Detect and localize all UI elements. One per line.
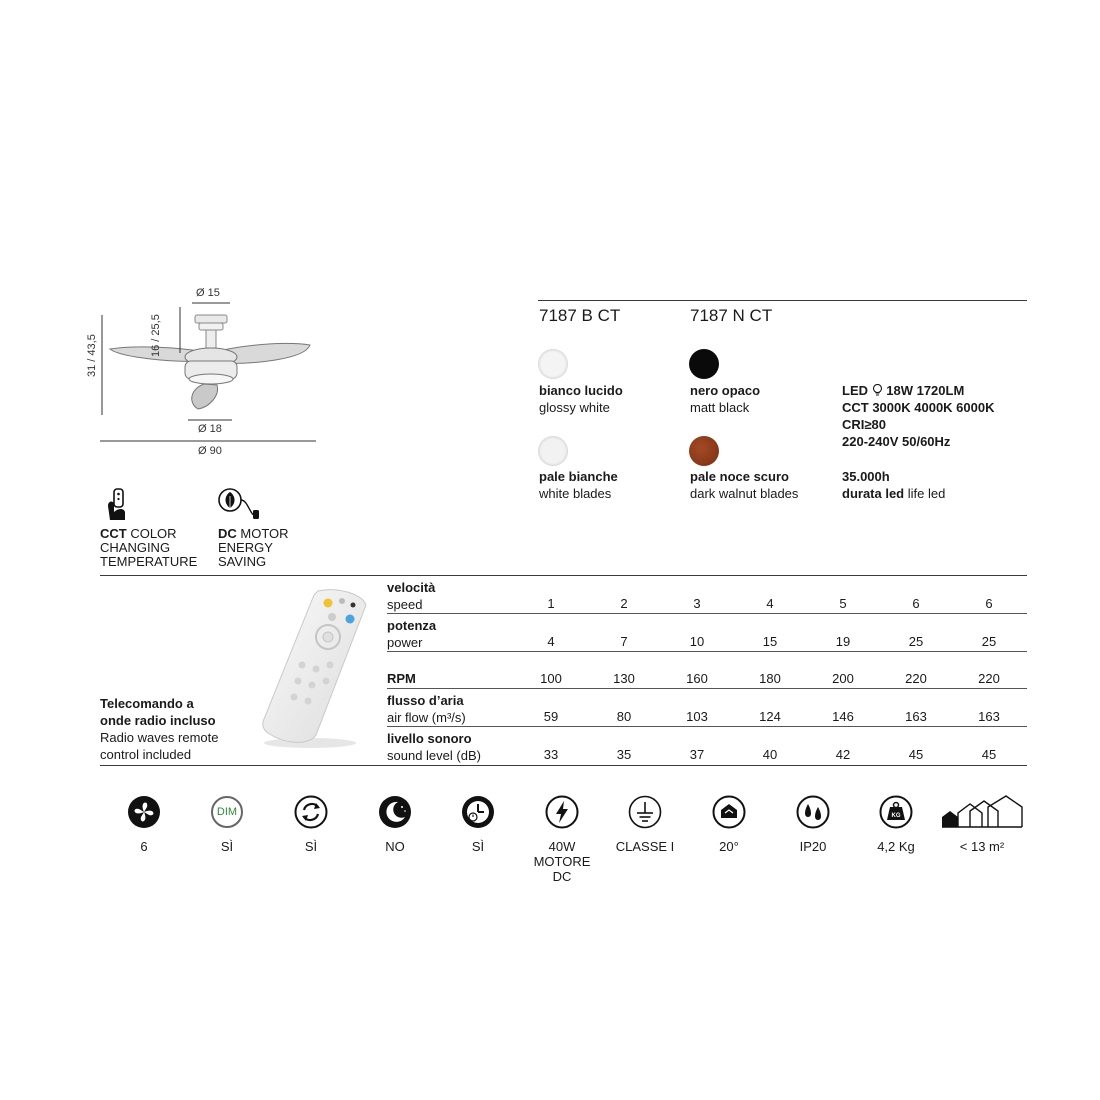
- table-cell: 103: [686, 709, 708, 724]
- table-cell: 5: [839, 596, 847, 611]
- cct-text: CCT COLOR CHANGING TEMPERATURE: [100, 526, 198, 569]
- table-cell: 6: [912, 596, 920, 611]
- dim-icon: DIM: [211, 796, 243, 828]
- dim-total-height: 31 / 43,5: [86, 334, 98, 377]
- finish-matt-black: nero opaco matt black: [690, 383, 761, 415]
- table-cell: 6: [985, 596, 993, 611]
- reverse-value: SÌ: [304, 839, 318, 854]
- table-cell: 42: [835, 747, 851, 762]
- table-cell: 37: [689, 747, 705, 762]
- ground-class-value: CLASSE I: [615, 839, 675, 854]
- table-divider: [387, 651, 1027, 652]
- weight-value: 4,2 Kg: [877, 839, 915, 854]
- dc-motor-badge: [218, 486, 328, 569]
- night-mode-value: NO: [385, 839, 405, 854]
- dc-text: DC MOTOR ENERGY SAVING: [218, 526, 289, 569]
- table-cell: 10: [689, 634, 705, 649]
- table-row-label: flusso d’aria air flow (m³/s): [387, 693, 466, 725]
- table-cell: 2: [620, 596, 628, 611]
- ip-drops-icon: [796, 795, 830, 829]
- night-mode-icon: [378, 795, 412, 829]
- svg-text:KG: KG: [891, 813, 901, 819]
- fan-drawing: [80, 285, 340, 465]
- table-cell: 163: [905, 709, 927, 724]
- table-cell: 7: [620, 634, 628, 649]
- table-cell: 25: [981, 634, 997, 649]
- table-row-label: livello sonoro sound level (dB): [387, 731, 481, 763]
- table-cell: 80: [616, 709, 632, 724]
- table-cell: 180: [759, 671, 781, 686]
- remote-illustration: [258, 585, 378, 750]
- table-cell: 45: [981, 747, 997, 762]
- table-cell: 1: [547, 596, 555, 611]
- table-cell: 100: [540, 671, 562, 686]
- table-cell: 59: [543, 709, 559, 724]
- performance-table: [387, 575, 1027, 767]
- table-cell: 15: [762, 634, 778, 649]
- remote-control-icon: [258, 585, 378, 750]
- table-row-label: velocità speed: [387, 580, 436, 612]
- dim-body-diameter: Ø 18: [198, 423, 222, 435]
- table-cell: 19: [835, 634, 851, 649]
- led-life: 35.000h durata led life led: [842, 469, 946, 501]
- bulb-icon: [872, 384, 883, 396]
- power-motor-icon: [545, 795, 579, 829]
- dim-canopy-diameter: Ø 15: [196, 287, 220, 299]
- table-cell: 130: [613, 671, 635, 686]
- ground-class-icon: [628, 795, 662, 829]
- timer-icon: [461, 795, 495, 829]
- table-cell: 146: [832, 709, 854, 724]
- table-divider: [387, 613, 1027, 614]
- leaf-plug-icon: [218, 486, 266, 522]
- table-cell: 163: [978, 709, 1000, 724]
- table-cell: 45: [908, 747, 924, 762]
- swatch-glossy-white: [538, 349, 568, 379]
- table-cell: 220: [978, 671, 1000, 686]
- cct-badge: [100, 486, 210, 569]
- model-b-code: 7187 B CT: [539, 306, 621, 325]
- hand-remote-icon: [100, 486, 136, 522]
- reverse-icon: [294, 795, 328, 829]
- model-n-code: 7187 N CT: [690, 306, 773, 325]
- room-size-icon: [940, 795, 1024, 829]
- dim-value: SÌ: [220, 839, 234, 854]
- table-cell: 124: [759, 709, 781, 724]
- feature-icons-row: [0, 795, 1100, 895]
- finish-dark-walnut: pale noce scuro dark walnut blades: [690, 469, 799, 501]
- table-cell: 3: [693, 596, 701, 611]
- weight-icon: [879, 795, 913, 829]
- remote-description: Telecomando a onde radio incluso Radio waves remote control included: [100, 696, 219, 762]
- table-row-label: potenza power: [387, 618, 437, 650]
- table-bottom-rule: [100, 765, 1027, 766]
- table-cell: 33: [543, 747, 559, 762]
- fan-speed-icon: [127, 795, 161, 829]
- table-divider: [387, 726, 1027, 727]
- table-cell: 35: [616, 747, 632, 762]
- table-cell: 25: [908, 634, 924, 649]
- ip-rating-value: IP20: [799, 839, 827, 854]
- swatch-dark-walnut: [689, 436, 719, 466]
- dim-blade-diameter: Ø 90: [198, 445, 222, 457]
- fan-illustration: [80, 285, 340, 465]
- timer-value: SÌ: [471, 839, 485, 854]
- dim-drop-height: 16 / 25,5: [150, 314, 162, 357]
- swatch-matt-black: [689, 349, 719, 379]
- table-cell: 220: [905, 671, 927, 686]
- models-top-rule: [538, 300, 1027, 301]
- table-row-label: RPM: [387, 671, 416, 686]
- table-divider: [387, 688, 1027, 689]
- table-cell: 4: [766, 596, 774, 611]
- swatch-white-blades: [538, 436, 568, 466]
- angle-icon: [712, 795, 746, 829]
- finish-glossy-white: bianco lucido glossy white: [539, 383, 623, 415]
- angle-value: 20°: [719, 839, 739, 854]
- table-cell: 40: [762, 747, 778, 762]
- cct-spec: CCT 3000K 4000K 6000K: [842, 400, 995, 415]
- room-size-value: < 13 m²: [959, 839, 1005, 854]
- cri-spec: CRI≥80: [842, 417, 886, 432]
- voltage-spec: 220-240V 50/60Hz: [842, 434, 951, 449]
- power-motor-value: 40W MOTORE DC: [533, 839, 591, 884]
- table-cell: 4: [547, 634, 555, 649]
- table-cell: 200: [832, 671, 854, 686]
- finish-white-blades: pale bianche white blades: [539, 469, 618, 501]
- led-specs: LED 18W 1720LM CCT 3000K 4000K 6000K CRI≥80 220-240V 50/60Hz: [842, 383, 995, 449]
- fan-speed-value: 6: [140, 839, 148, 854]
- table-cell: 160: [686, 671, 708, 686]
